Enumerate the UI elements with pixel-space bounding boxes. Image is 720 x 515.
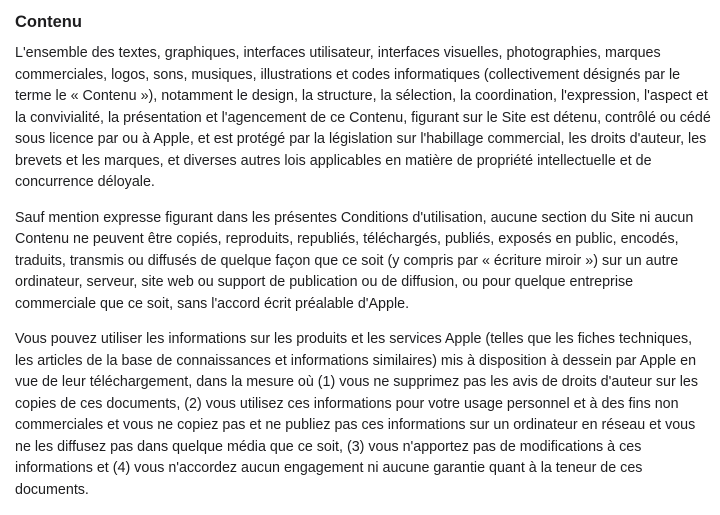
paragraph-restrictions: Sauf mention expresse figurant dans les présentes Conditions d'utilisation, aucune section du Site ni aucun Contenu ne peuvent être copiés, reproduits, republiés, téléchargés, publiés, exposés en public, encodés, traduits, transmis ou diffusés de quelque façon que ce soit (y compris par « écriture miroir ») sur un autre ordinateur, serveur, site web ou support de publication ou de diffusion, ou pour quelque entreprise commerciale que ce soit, sans l'accord écrit préalable d'Apple. <box>15 209 694 312</box>
content-section <box>15 10 711 515</box>
paragraph-ownership: L'ensemble des textes, graphiques, interfaces utilisateur, interfaces visuelles, photographies, marques commerciales, logos, sons, musiques, illustrations et codes informatiques (collectivement désignés par le terme le « Contenu »), notamment le design, la structure, la sélection, la coordination, l'expression, l'aspect et la convivialité, la présentation et l'agencement de ce Contenu, figurant sur le Site est détenu, contrôlé ou cédé sous licence par ou à Apple, et est protégé par la législation sur l'habillage commercial, les droits d'auteur, les brevets et les marques, et diverses autres lois applicables en matière de propriété intellectuelle et de concurrence déloyale. <box>15 45 711 190</box>
paragraph-permitted-use: Vous pouvez utiliser les informations sur les produits et les services Apple (telles que les fiches techniques, les articles de la base de connaissances et informations similaires) mis à disposition à dessein par Apple en vue de leur téléchargement, dans la mesure où (1) vous ne supprimez pas les avis de droits d'auteur sur les copies de ces documents, (2) vous utilisez ces informations pour votre usage personnel et à des fins non commerciales et vous ne copiez pas et ne publiez pas ces informations sur un ordinateur en réseau et vous ne les diffusez pas dans quelque média que ce soit, (3) vous n'apportez pas de modifications à ces informations et (4) vous n'accordez aucun engagement ni aucune garantie quant à la teneur de ces documents. <box>15 331 698 498</box>
section-title: Contenu <box>15 13 82 31</box>
